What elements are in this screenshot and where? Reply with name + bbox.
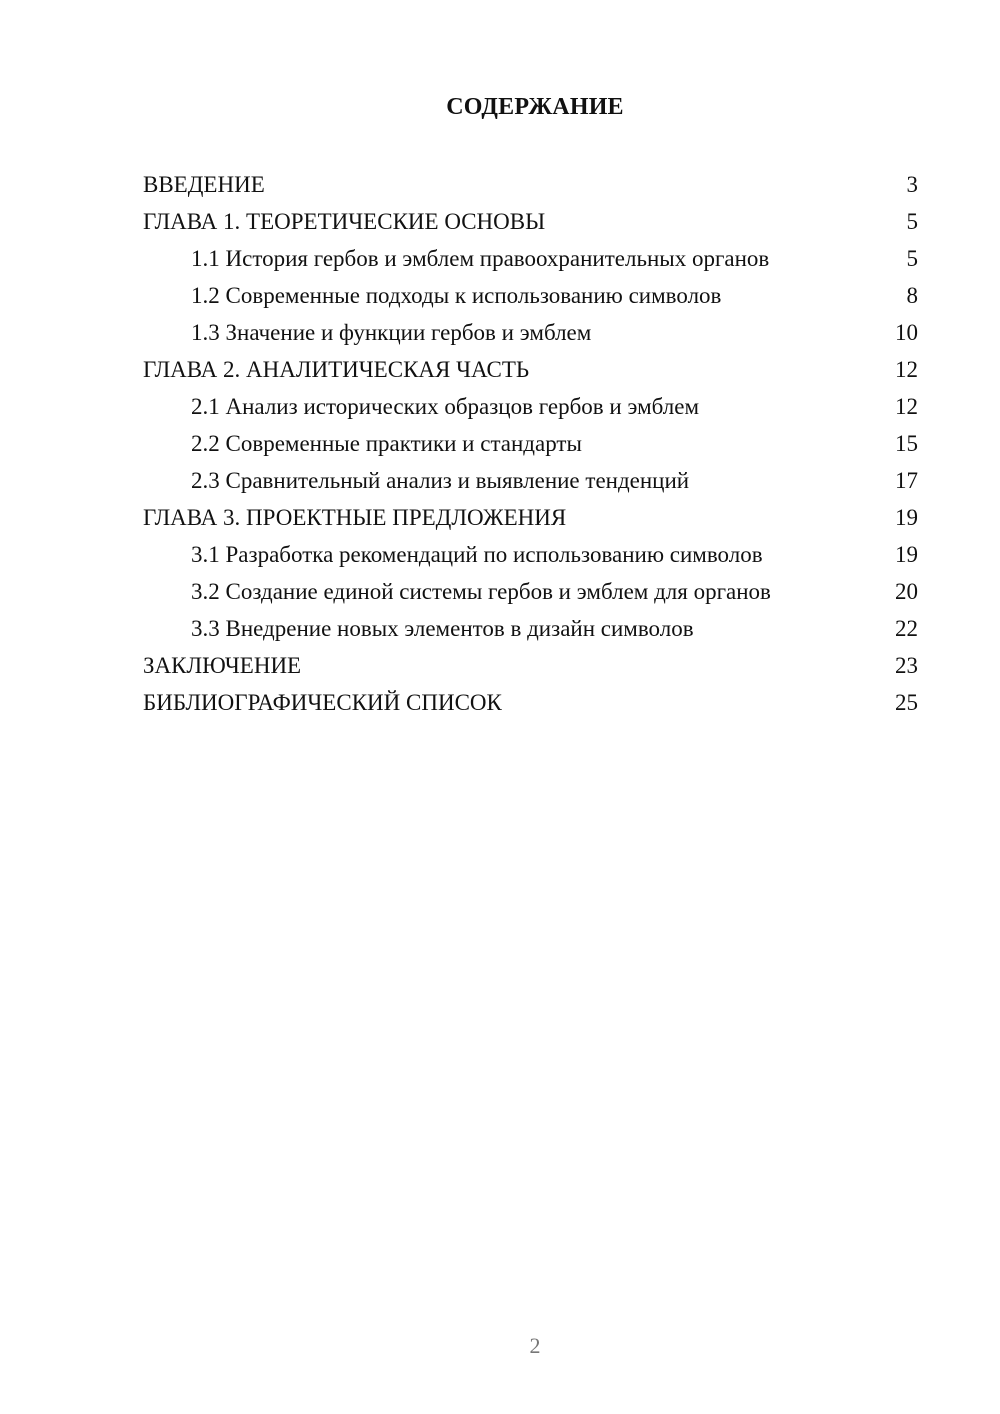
toc-entry-label: ЗАКЛЮЧЕНИЕ [143,653,302,678]
toc-entry [143,277,918,314]
toc-entry-label: 3.1 Разработка рекомендаций по использованию символов [191,542,763,567]
toc-entry-page: 15 [895,431,918,456]
toc-entry-page: 19 [895,542,918,567]
toc-entry-label: 2.2 Современные практики и стандарты [191,431,582,456]
toc-entry-page: 20 [895,579,918,604]
toc-entry [143,388,918,425]
toc-entry-label: 1.1 История гербов и эмблем правоохранительных органов [191,246,770,271]
toc-entry-page: 17 [895,468,918,493]
page-title: СОДЕРЖАНИЕ [446,94,624,120]
toc-entry-page: 12 [895,357,918,382]
toc-entry-page: 3 [906,172,918,197]
toc-entry-page: 8 [906,283,918,308]
toc-entry-page: 5 [906,246,918,271]
table-of-contents [143,166,918,721]
toc-entry-page: 5 [906,209,918,234]
toc-entry [143,425,918,462]
toc-entry-page: 19 [895,505,918,530]
toc-entry-label: 2.3 Сравнительный анализ и выявление тенденций [191,468,690,493]
toc-entry [143,166,918,203]
toc-entry [143,240,918,277]
toc-entry [143,684,918,721]
toc-entry [143,462,918,499]
toc-entry-page: 10 [895,320,918,345]
toc-entry-label: БИБЛИОГРАФИЧЕСКИЙ СПИСОК [143,690,502,715]
toc-entry [143,610,918,647]
toc-entry-label: 3.3 Внедрение новых элементов в дизайн символов [191,616,694,641]
toc-entry [143,314,918,351]
toc-entry-label: ВВЕДЕНИЕ [143,172,265,197]
toc-entry-label: ГЛАВА 3. ПРОЕКТНЫЕ ПРЕДЛОЖЕНИЯ [143,505,567,530]
toc-entry [143,351,918,388]
toc-entry-page: 22 [895,616,918,641]
toc-entry-page: 23 [895,653,918,678]
toc-entry [143,647,918,684]
toc-entry-page: 25 [895,690,918,715]
toc-entry-label: ГЛАВА 2. АНАЛИТИЧЕСКАЯ ЧАСТЬ [143,357,530,382]
toc-entry [143,203,918,240]
toc-entry-label: ГЛАВА 1. ТЕОРЕТИЧЕСКИЕ ОСНОВЫ [143,209,546,234]
page-number: 2 [529,1333,541,1358]
toc-entry [143,499,918,536]
toc-entry-label: 1.3 Значение и функции гербов и эмблем [191,320,592,345]
toc-entry-label: 3.2 Создание единой системы гербов и эмблем для органов [191,579,771,604]
toc-entry-label: 1.2 Современные подходы к использованию символов [191,283,722,308]
toc-entry [143,573,918,610]
toc-entry-page: 12 [895,394,918,419]
toc-entry-label: 2.1 Анализ исторических образцов гербов и эмблем [191,394,700,419]
toc-entry [143,536,918,573]
